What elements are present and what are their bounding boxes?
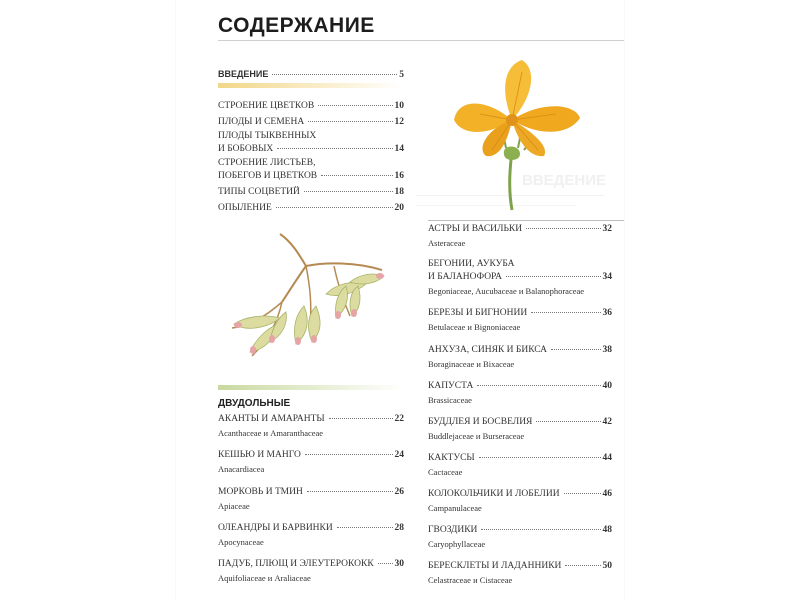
column-rule <box>428 220 624 221</box>
toc-entry[interactable] <box>218 523 404 534</box>
latin-name: Cactaceae <box>428 467 463 477</box>
toc-entry-page: 32 <box>602 224 612 234</box>
toc-entry[interactable] <box>218 450 404 461</box>
toc-entry-label: КОЛОКОЛЬЧИКИ И ЛОБЕЛИИ <box>428 489 560 499</box>
dot-leader <box>506 276 601 277</box>
latin-name: Celastraceae и Cistaceae <box>428 575 513 585</box>
toc-entry-label: ГВОЗДИКИ <box>428 525 478 535</box>
toc-entry-page: 16 <box>394 171 404 181</box>
toc-entry-intro[interactable] <box>218 69 404 81</box>
toc-entry[interactable] <box>218 187 404 198</box>
toc-entry[interactable] <box>218 117 404 128</box>
toc-entry[interactable] <box>218 144 404 155</box>
toc-entry-page: 34 <box>602 272 612 282</box>
toc-entry-page: 30 <box>394 559 404 569</box>
latin-name: Acanthaceae и Amaranthaceae <box>218 428 324 438</box>
toc-entry-label: ПОБЕГОВ И ЦВЕТКОВ <box>218 171 318 181</box>
dot-leader <box>304 191 393 192</box>
toc-entry-label: И БОБОВЫХ <box>218 144 274 154</box>
toc-entry-label: КАПУСТА <box>428 381 474 391</box>
toc-entry-page: 10 <box>394 101 404 111</box>
toc-entry-label: ПАДУБ, ПЛЮЩ И ЭЛЕУТЕРОКОКК <box>218 559 374 569</box>
toc-entry-page: 5 <box>399 70 404 80</box>
toc-entry[interactable] <box>428 489 612 500</box>
toc-entry[interactable] <box>428 345 612 356</box>
toc-entry-label: ТИПЫ СОЦВЕТИЙ <box>218 187 300 197</box>
toc-entry[interactable] <box>218 203 404 214</box>
toc-entry[interactable] <box>428 308 612 319</box>
toc-entry[interactable] <box>218 487 404 498</box>
dot-leader <box>565 565 600 566</box>
toc-entry-label: ОЛЕАНДРЫ И БАРВИНКИ <box>218 523 333 533</box>
toc-entry-page: 28 <box>394 523 404 533</box>
latin-name: Aquifoliaceae и Araliaceae <box>218 573 311 583</box>
latin-name: Apocynaceae <box>218 537 264 547</box>
toc-entry[interactable] <box>218 101 404 112</box>
toc-entry-page: 50 <box>602 561 612 571</box>
dot-leader <box>276 207 393 208</box>
dot-leader <box>531 312 600 313</box>
toc-entry-label: АКАНТЫ И АМАРАНТЫ <box>218 414 325 424</box>
toc-entry[interactable] <box>218 414 404 425</box>
toc-entry-label: БУДДЛЕЯ И БОСВЕЛИЯ <box>428 417 533 427</box>
section-heading: ДВУДОЛЬНЫЕ <box>218 398 291 409</box>
latin-name: Boraginaceae и Bixaceae <box>428 359 515 369</box>
accent-gradient-bar <box>218 83 404 88</box>
toc-entry-page: 46 <box>602 489 612 499</box>
toc-entry-label: ПЛОДЫ И СЕМЕНА <box>218 117 305 127</box>
dot-leader <box>564 493 601 494</box>
toc-entry[interactable] <box>428 272 612 283</box>
toc-entry-page: 40 <box>602 381 612 391</box>
toc-entry-page: 26 <box>394 487 404 497</box>
dot-leader <box>481 529 600 530</box>
toc-entry[interactable] <box>218 559 404 570</box>
toc-entry-page: 38 <box>602 345 612 355</box>
dot-leader <box>479 457 601 458</box>
toc-entry-label: ОПЫЛЕНИЕ <box>218 203 272 213</box>
dot-leader <box>318 105 392 106</box>
toc-entry[interactable] <box>428 417 612 428</box>
toc-entry-page: 12 <box>394 117 404 127</box>
dot-leader <box>536 421 600 422</box>
toc-entry-page: 42 <box>602 417 612 427</box>
toc-entry[interactable] <box>428 224 612 235</box>
toc-entry[interactable] <box>428 453 612 464</box>
toc-entry[interactable] <box>428 561 612 572</box>
latin-name: Apiaceae <box>218 501 250 511</box>
dot-leader <box>526 228 600 229</box>
toc-entry-first-line: СТРОЕНИЕ ЛИСТЬЕВ, <box>218 158 316 168</box>
squash-flower-illustration <box>446 58 588 212</box>
toc-entry[interactable] <box>428 381 612 392</box>
toc-entry-label: АСТРЫ И ВАСИЛЬКИ <box>428 224 523 234</box>
latin-name: Campanulaceae <box>428 503 482 513</box>
dot-leader <box>272 74 397 75</box>
svg-text:ВВЕДЕНИЕ: ВВЕДЕНИЕ <box>522 172 606 189</box>
dot-leader <box>277 148 392 149</box>
section-gradient-bar <box>218 385 404 390</box>
toc-entry-label: И БАЛАНОФОРА <box>428 272 502 282</box>
toc-entry-label: КАКТУСЫ <box>428 453 475 463</box>
page-title: СОДЕРЖАНИЕ <box>218 14 375 37</box>
dot-leader <box>337 527 393 528</box>
dot-leader <box>329 418 393 419</box>
title-rule <box>218 40 624 41</box>
toc-entry-page: 44 <box>602 453 612 463</box>
toc-entry-label: АНХУЗА, СИНЯК И БИКСА <box>428 345 548 355</box>
dot-leader <box>378 563 393 564</box>
dot-leader <box>551 349 600 350</box>
toc-entry-label: МОРКОВЬ И ТМИН <box>218 487 303 497</box>
toc-entry-first-line: БЕГОНИИ, АУКУБА <box>428 259 515 269</box>
toc-entry-page: 20 <box>394 203 404 213</box>
maple-samara-illustration <box>226 232 390 370</box>
toc-entry[interactable] <box>428 525 612 536</box>
dot-leader <box>305 454 393 455</box>
toc-entry-page: 24 <box>394 450 404 460</box>
dot-leader <box>321 175 392 176</box>
latin-name: Anacardiacea <box>218 464 265 474</box>
toc-entry-page: 36 <box>602 308 612 318</box>
toc-entry-label: СТРОЕНИЕ ЦВЕТКОВ <box>218 101 315 111</box>
latin-name: Asteraceae <box>428 238 466 248</box>
toc-entry-label: КЕШЬЮ И МАНГО <box>218 450 301 460</box>
latin-name: Buddlejaceae и Burseraceae <box>428 431 525 441</box>
latin-name: Betulaceae и Bignoniaceae <box>428 322 521 332</box>
dot-leader <box>308 121 392 122</box>
dot-leader <box>477 385 600 386</box>
latin-name: Brassicaceae <box>428 395 472 405</box>
toc-entry-label: БЕРЕЗЫ И БИГНОНИИ <box>428 308 528 318</box>
dot-leader <box>307 491 393 492</box>
latin-name: Begoniaceae, Aucubaceae и Balanophoraceae <box>428 286 585 296</box>
toc-entry-page: 48 <box>602 525 612 535</box>
toc-entry[interactable] <box>218 171 404 182</box>
toc-entry-label: БЕРЕСКЛЕТЫ И ЛАДАННИКИ <box>428 561 562 571</box>
toc-entry-label: ВВЕДЕНИЕ <box>218 69 269 79</box>
toc-entry-page: 22 <box>394 414 404 424</box>
latin-name: Caryophyllaceae <box>428 539 486 549</box>
toc-entry-first-line: ПЛОДЫ ТЫКВЕННЫХ <box>218 131 317 141</box>
toc-entry-page: 14 <box>394 144 404 154</box>
toc-entry-page: 18 <box>394 187 404 197</box>
